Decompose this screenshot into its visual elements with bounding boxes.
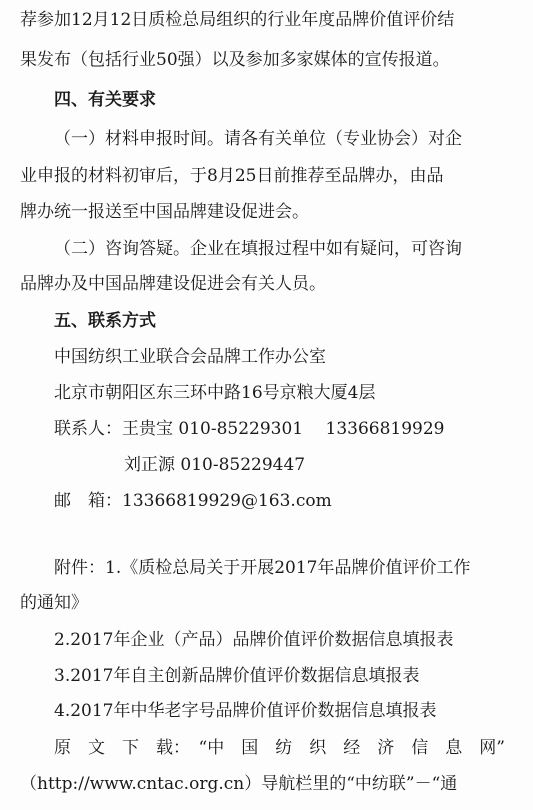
attachment-3: 3.2017年自主创新品牌价值评价数据信息填报表 xyxy=(54,666,420,686)
contact-office: 中国纺织工业联合会品牌工作办公室 xyxy=(54,347,326,367)
paragraph-line-1: 荐参加12月12日质检总局组织的行业年度品牌价值评价结 xyxy=(20,10,455,30)
contact-address: 北京市朝阳区东三环中路16号京粮大厦4层 xyxy=(54,383,376,403)
paragraph-line-5: 业申报的材料初审后，于8月25日前推荐至品牌办，由品 xyxy=(20,166,444,186)
contact-person-1: 联系人：王贵宝 010-85229301 13366819929 xyxy=(54,419,445,439)
paragraph-line-4: （一）材料申报时间。请各有关单位（专业协会）对企 xyxy=(54,129,462,149)
download-line-1: 原 文 下 载： “中 国 纺 织 经 济 信 息 网” xyxy=(54,738,505,758)
section-heading-requirements: 四、有关要求 xyxy=(54,90,156,110)
attachment-2: 2.2017年企业（产品）品牌价值评价数据信息填报表 xyxy=(54,630,454,650)
paragraph-line-6: 牌办统一报送至中国品牌建设促进会。 xyxy=(20,202,309,222)
contact-person-2: 刘正源 010-85229447 xyxy=(124,455,306,475)
attachment-1-line-1: 附件：1.《质检总局关于开展2017年品牌价值评价工作 xyxy=(54,558,471,578)
section-heading-contact: 五、联系方式 xyxy=(54,311,156,331)
attachment-1-line-2: 的通知》 xyxy=(20,593,88,613)
download-line-2[interactable]: （http://www.cntac.org.cn）导航栏里的“中纺联”－“通 xyxy=(20,774,458,794)
contact-email[interactable]: 邮 箱：13366819929@163.com xyxy=(54,491,332,511)
paragraph-line-2: 果发布（包括行业50强）以及参加多家媒体的宣传报道。 xyxy=(20,50,450,70)
paragraph-line-8: 品牌办及中国品牌建设促进会有关人员。 xyxy=(20,274,326,294)
attachment-4: 4.2017年中华老字号品牌价值评价数据信息填报表 xyxy=(54,701,437,721)
paragraph-line-7: （二）咨询答疑。企业在填报过程中如有疑问，可咨询 xyxy=(54,239,462,259)
